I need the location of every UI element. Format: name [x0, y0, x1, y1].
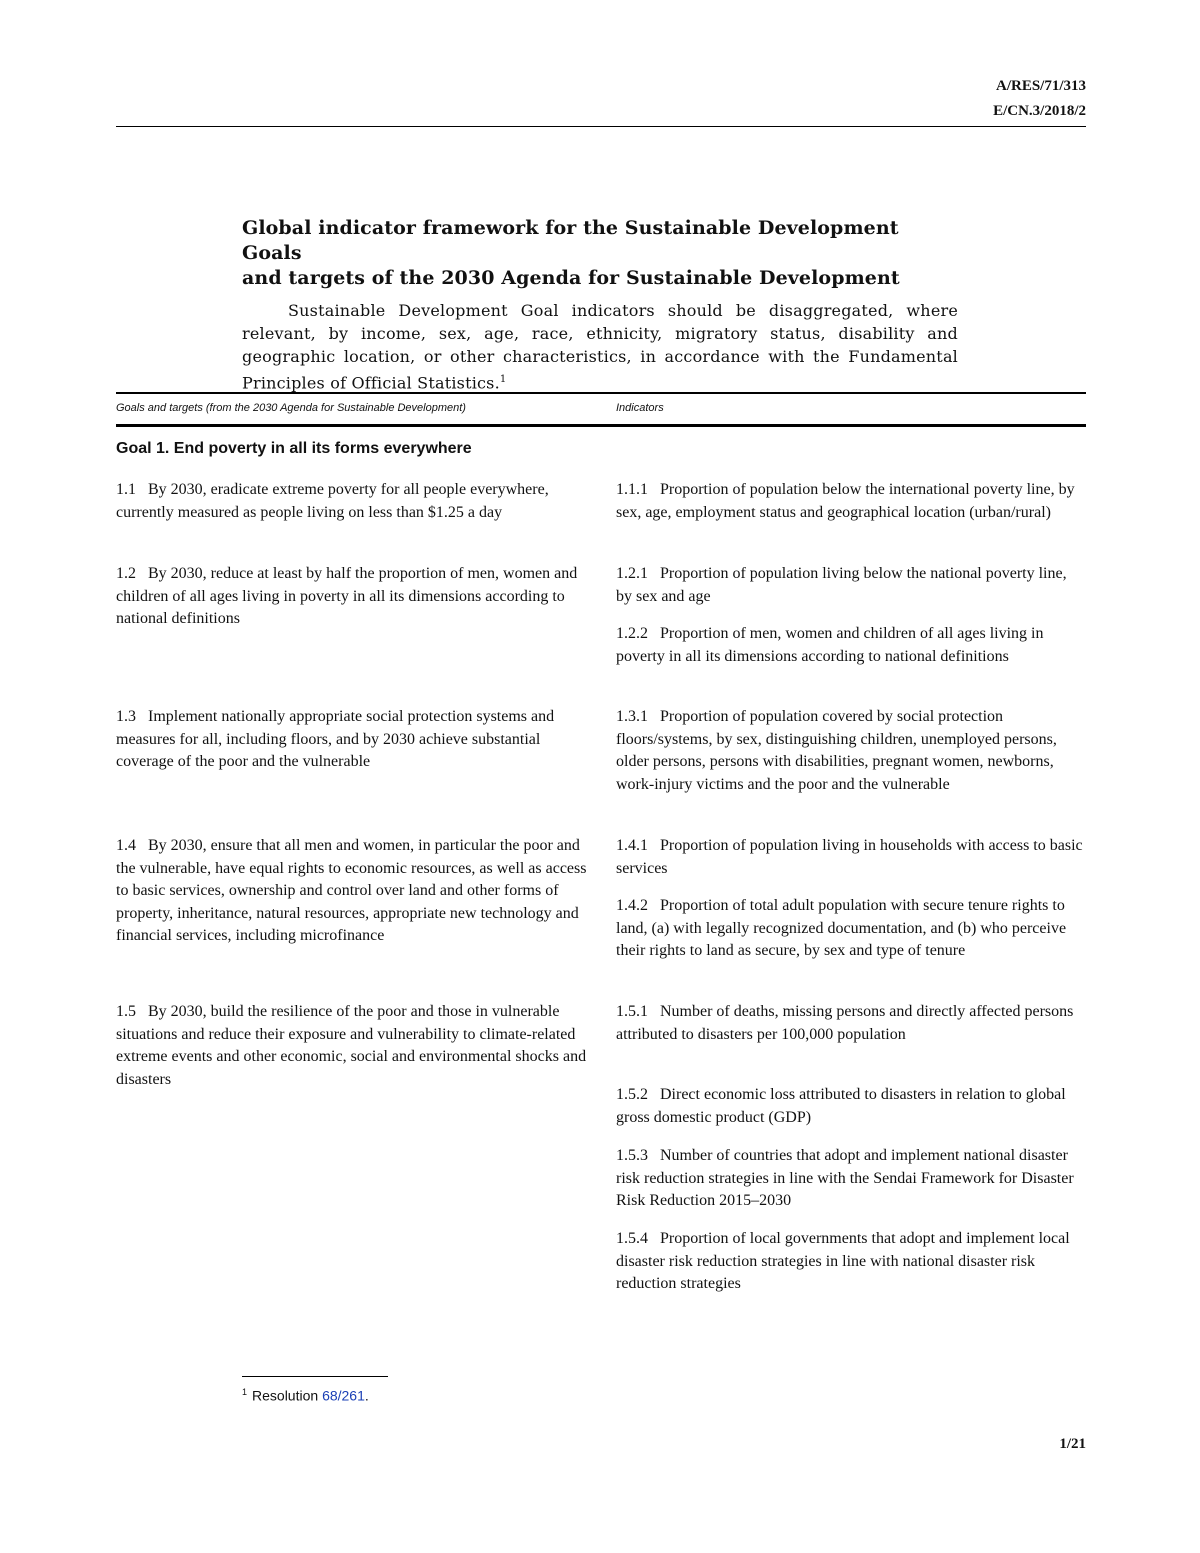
indicator-item	[616, 563, 1086, 608]
title-line-2: and targets of the 2030 Agenda for Sustainable Development	[242, 267, 900, 289]
indicator-text: Direct economic loss attributed to disasters in relation to global gross domestic product (GDP)	[616, 1086, 1066, 1126]
document-symbol-2: E/CN.3/2018/2	[993, 103, 1086, 119]
indicator-text: Number of deaths, missing persons and directly affected persons attributed to disasters per 100,000 population	[616, 1003, 1074, 1043]
page-number: 1/21	[1059, 1436, 1086, 1452]
indicator-text: Proportion of local governments that adopt and implement local disaster risk reduction strategies in line with national disaster risk reduction strategies	[616, 1230, 1070, 1293]
goal-heading: Goal 1. End poverty in all its forms everywhere	[116, 440, 472, 457]
target-number: 1.5	[116, 1003, 136, 1020]
target-item	[116, 835, 602, 948]
footnote-rule	[242, 1376, 388, 1377]
indicator-number: 1.4.1	[616, 837, 648, 854]
indicator-item	[616, 623, 1086, 668]
intro-paragraph	[242, 299, 958, 394]
indicator-item	[616, 1145, 1086, 1213]
document-title	[242, 216, 958, 291]
table-header-rule	[116, 424, 1086, 427]
indicator-text: Proportion of population living in households with access to basic services	[616, 837, 1083, 877]
indicator-number: 1.2.2	[616, 625, 648, 642]
indicator-item	[616, 1001, 1086, 1046]
document-symbols	[993, 74, 1086, 124]
target-item	[116, 479, 602, 524]
indicator-text: Number of countries that adopt and implement national disaster risk reduction strategies in line with the Sendai Framework for Disaster Risk Reduction 2015–2030	[616, 1147, 1074, 1210]
footnote-end: .	[364, 1387, 369, 1404]
indicator-item	[616, 1228, 1086, 1296]
indicator-item	[616, 706, 1086, 796]
table-top-rule	[116, 392, 1086, 394]
indicator-number: 1.5.2	[616, 1086, 648, 1103]
footnote-label: Resolution	[252, 1387, 319, 1404]
indicator-number: 1.5.3	[616, 1147, 648, 1164]
target-text: Implement nationally appropriate social protection systems and measures for all, including floors, and by 2030 achieve substantial coverage of the poor and the vulnerable	[116, 708, 555, 771]
indicator-item	[616, 479, 1086, 524]
indicator-number: 1.1.1	[616, 481, 648, 498]
indicator-number: 1.3.1	[616, 708, 648, 725]
indicator-number: 1.5.4	[616, 1230, 648, 1247]
indicator-number: 1.2.1	[616, 565, 648, 582]
target-number: 1.1	[116, 481, 136, 498]
footnote	[242, 1387, 369, 1404]
indicator-text: Proportion of population below the international poverty line, by sex, age, employment status and geographical location (urban/rural)	[616, 481, 1075, 521]
document-symbol-1: A/RES/71/313	[995, 78, 1086, 94]
indicator-text: Proportion of total adult population with secure tenure rights to land, (a) with legally recognized documentation, and (b) who perceive their rights to land as secure, by sex and type of tenure	[616, 897, 1067, 960]
target-text: By 2030, eradicate extreme poverty for all people everywhere, currently measured as people living on less than $1.25 a day	[116, 481, 549, 521]
footnote-resolution-link[interactable]: 68/261	[322, 1387, 365, 1404]
title-line-1: Global indicator framework for the Sustainable Development Goals	[242, 217, 899, 264]
header-rule	[116, 126, 1086, 127]
indicator-text: Proportion of population living below the national poverty line, by sex and age	[616, 565, 1067, 605]
footnote-marker: 1	[242, 1387, 248, 1397]
indicator-number: 1.5.1	[616, 1003, 648, 1020]
footnote-ref[interactable]: 1	[499, 374, 507, 385]
target-number: 1.4	[116, 837, 136, 854]
target-text: By 2030, reduce at least by half the proportion of men, women and children of all ages living in poverty in all its dimensions according to national definitions	[116, 565, 578, 628]
indicator-item	[616, 895, 1086, 963]
title-block	[242, 216, 958, 394]
indicator-item	[616, 1084, 1086, 1129]
indicator-item	[616, 835, 1086, 880]
indicator-number: 1.4.2	[616, 897, 648, 914]
intro-text: Sustainable Development Goal indicators should be disaggregated, where relevant, by income, sex, age, race, ethnicity, migratory status, disability and geographic location, or other characteristics, in accordance with the Fundamental Principles of Official Statistics.	[242, 301, 958, 393]
target-text: By 2030, ensure that all men and women, in particular the poor and the vulnerable, have equal rights to economic resources, as well as access to basic services, ownership and control over land and other forms of property, inheritance, natural resources, appropriate new technology and financial services, including microfinance	[116, 837, 587, 945]
indicator-text: Proportion of population covered by social protection floors/systems, by sex, distinguishing children, unemployed persons, older persons, persons with disabilities, pregnant women, newborns, work-injury victims and the poor and the vulnerable	[616, 708, 1057, 793]
column-header-indicators: Indicators	[616, 402, 664, 414]
target-number: 1.2	[116, 565, 136, 582]
target-text: By 2030, build the resilience of the poor and those in vulnerable situations and reduce their exposure and vulnerability to climate-related extreme events and other economic, social and environmental shocks and disasters	[116, 1003, 587, 1088]
target-item	[116, 1001, 602, 1091]
column-header-goals: Goals and targets (from the 2030 Agenda for Sustainable Development)	[116, 402, 466, 414]
target-item	[116, 706, 602, 774]
target-number: 1.3	[116, 708, 136, 725]
target-item	[116, 563, 602, 631]
indicator-text: Proportion of men, women and children of all ages living in poverty in all its dimensions according to national definitions	[616, 625, 1044, 665]
